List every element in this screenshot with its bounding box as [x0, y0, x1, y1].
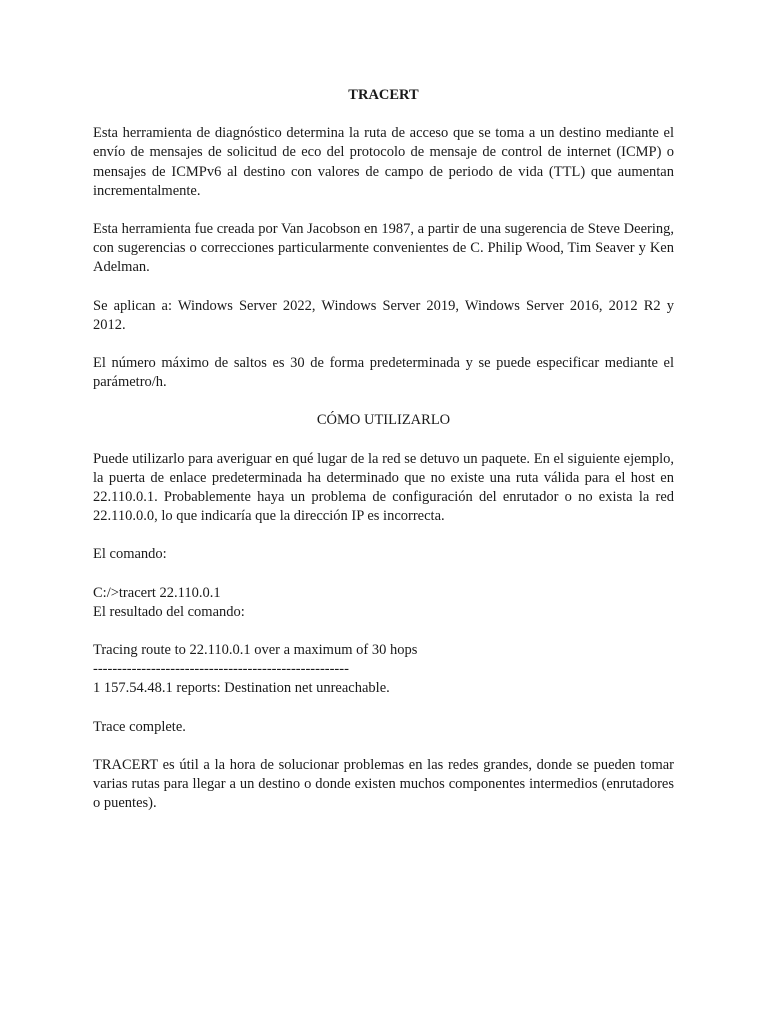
paragraph-max-hops: El número máximo de saltos es 30 de forma predeterminada y se puede especificar mediante el parámetro/h. — [93, 355, 674, 391]
output-line-hop: 1 157.54.48.1 reports: Destination net unreachable. — [93, 680, 390, 697]
paragraph-applies-to: Se aplican a: Windows Server 2022, Windows Server 2019, Windows Server 2016, 2012 R2 y 2012. — [93, 297, 674, 333]
paragraph-description: Esta herramienta de diagnóstico determina la ruta de acceso que se toma a un destino mediante el envío de mensajes de solicitud de eco del protocolo de mensaje de control de internet (ICMP) o mensajes de ICMPv6 al destino con valores de campo de periodo de vida (TTL) que aumentan incrementalmente. — [93, 125, 674, 199]
spacer — [93, 699, 674, 718]
result-label: El resultado del comando: — [93, 603, 245, 620]
section-heading: CÓMO UTILIZARLO — [316, 412, 451, 429]
document-title: TRACERT — [348, 87, 419, 103]
output-separator: ----------------------------------------------------- — [93, 661, 349, 678]
command-text: C:/>tracert 22.110.0.1 — [93, 584, 221, 601]
command-label: El comando: — [93, 546, 167, 563]
paragraph-history: Esta herramienta fue creada por Van Jacobson en 1987, a partir de una sugerencia de Steve Deering, con sugerencias o correcciones particularmente convenientes de C. Philip Wood, Tim Seaver y Ken Adelman. — [93, 221, 674, 276]
spacer — [93, 622, 674, 641]
output-line-tracing: Tracing route to 22.110.0.1 over a maximum of 30 hops — [93, 642, 418, 659]
paragraph-closing: TRACERT es útil a la hora de solucionar problemas en las redes grandes, donde se pueden tomar varias rutas para llegar a un destino o donde existen muchos componentes intermedios (enrutadores o puentes). — [93, 756, 674, 812]
trace-complete: Trace complete. — [93, 718, 186, 735]
paragraph-usage: Puede utilizarlo para averiguar en qué lugar de la red se detuvo un paquete. En el siguiente ejemplo, la puerta de enlace predeterminada ha determinado que no existe una ruta válida para el host en 22.110.0.1. Probablemente haya un problema de configuración del enrutador o no exista la red 22.110.0.0, lo que indicaría que la dirección IP es incorrecta. — [93, 450, 674, 525]
document-body — [93, 86, 674, 832]
